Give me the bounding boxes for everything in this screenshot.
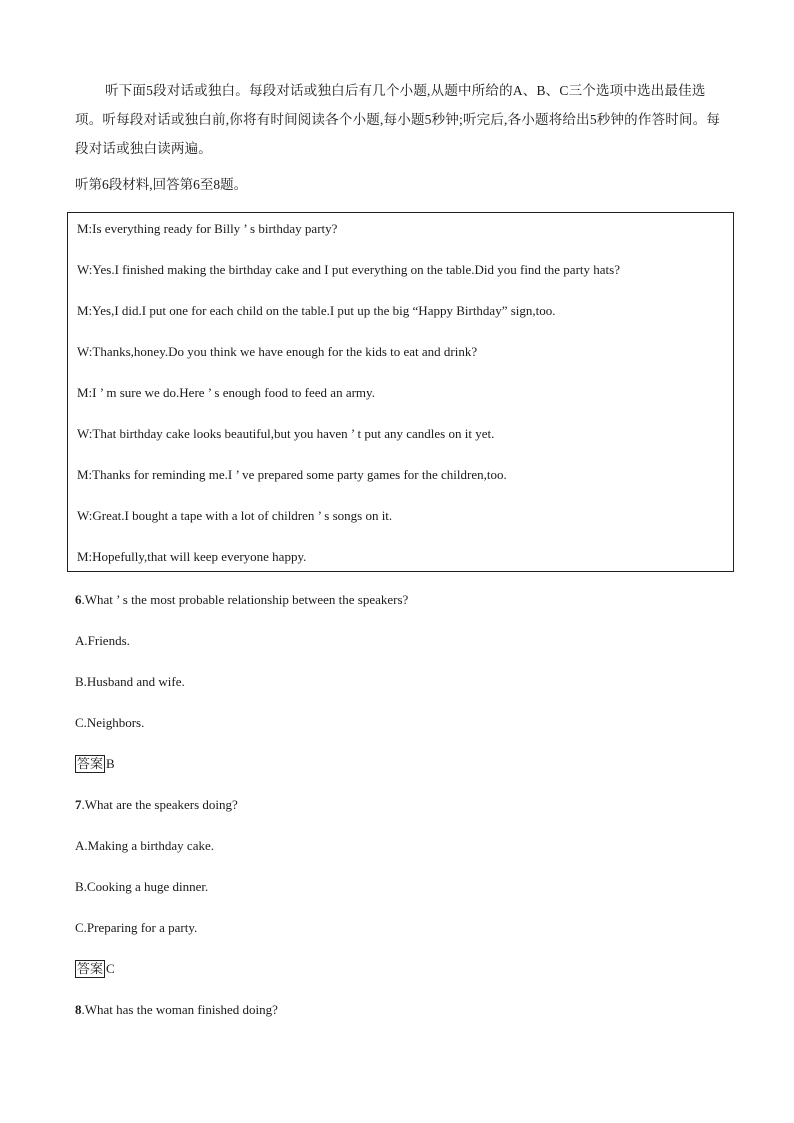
option-a: A.Making a birthday cake. <box>75 838 214 853</box>
dialogue-line: M:Yes,I did.I put one for each child on the table.I put up the big “Happy Birthday” sign,too. <box>77 303 556 318</box>
answer-row <box>75 755 115 773</box>
option-b: B.Cooking a huge dinner. <box>75 879 209 894</box>
question-text: .What are the speakers doing? <box>81 797 238 812</box>
answer-label: 答案 <box>77 961 104 976</box>
dialogue-line: M:Hopefully,that will keep everyone happy. <box>77 549 307 564</box>
instructions-paragraph: 听下面5段对话或独白。每段对话或独白后有几个小题,从题中所给的A、B、C三个选项中选出最佳选项。听每段对话或独白前,你将有时间阅读各个小题,每小题5秒钟;听完后,各小题将给出5秒钟的作答时间。每段对话或独白读两遍。 <box>75 83 721 156</box>
question-number: 7 <box>75 797 82 812</box>
section-title: 听第6段材料,回答第6至8题。 <box>75 177 248 192</box>
answer-value: C <box>106 961 115 976</box>
option-b: B.Husband and wife. <box>75 674 185 689</box>
question-8 <box>75 1001 278 1019</box>
question-6 <box>75 591 408 609</box>
dialogue-line: M:Thanks for reminding me.I ’ ve prepared some party games for the children,too. <box>77 467 507 482</box>
question-text: .What ’ s the most probable relationship between the speakers? <box>81 592 409 607</box>
question-number: 8 <box>75 1002 82 1017</box>
dialogue-line: M:Is everything ready for Billy ’ s birthday party? <box>77 221 338 236</box>
dialogue-line: W:Great.I bought a tape with a lot of children ’ s songs on it. <box>77 508 393 523</box>
dialogue-line: M:I ’ m sure we do.Here ’ s enough food to feed an army. <box>77 385 375 400</box>
answer-row <box>75 960 115 978</box>
answer-label: 答案 <box>77 756 104 771</box>
dialogue-line: W:Yes.I finished making the birthday cake and I put everything on the table.Did you find the party hats? <box>77 262 620 277</box>
answer-value: B <box>106 756 115 771</box>
dialogue-line: W:Thanks,honey.Do you think we have enough for the kids to eat and drink? <box>77 344 478 359</box>
option-a: A.Friends. <box>75 633 130 648</box>
option-c: C.Preparing for a party. <box>75 920 198 935</box>
question-text: .What has the woman finished doing? <box>81 1002 278 1017</box>
option-c: C.Neighbors. <box>75 715 145 730</box>
dialogue-box <box>67 212 734 572</box>
dialogue-line: W:That birthday cake looks beautiful,but you haven ’ t put any candles on it yet. <box>77 426 495 441</box>
question-7 <box>75 796 238 814</box>
question-number: 6 <box>75 592 82 607</box>
